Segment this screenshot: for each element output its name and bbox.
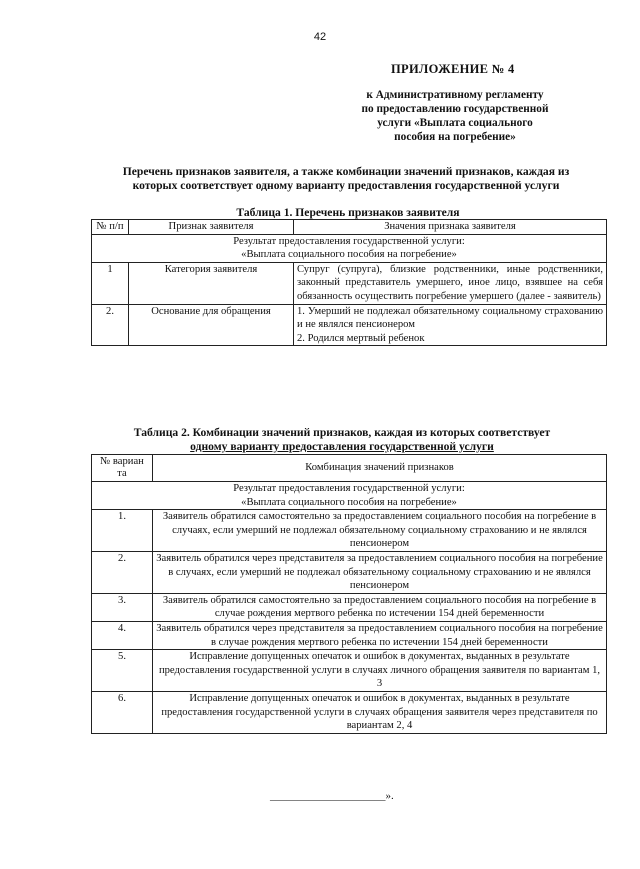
row-text: Исправление допущенных опечаток и ошибок в документах, выданных в результате предоставления государственной услуги в случаях личного обращения заявителя по вариантам 1, 3 xyxy=(153,650,607,692)
row-number: 2. xyxy=(92,551,153,593)
heading-line: Перечень признаков заявителя, а также комбинации значений признаков, каждая из xyxy=(122,165,570,178)
appendix-line: к Административному регламенту xyxy=(366,89,544,101)
appendix-title: ПРИЛОЖЕНИЕ № 4 xyxy=(391,62,515,76)
heading-line: которых соответствует одному варианту предоставления государственной услуги xyxy=(132,179,560,192)
result-cell xyxy=(92,234,607,262)
row-value xyxy=(294,304,607,346)
table-result-row xyxy=(92,234,607,262)
row-number: 5. xyxy=(92,650,153,692)
table-row xyxy=(92,510,607,552)
appendix-subtitle xyxy=(330,88,580,144)
feature-combinations-table xyxy=(91,454,607,734)
row-number: 3. xyxy=(92,593,153,621)
table2-title-line xyxy=(92,440,592,454)
table-row xyxy=(92,593,607,621)
closing-line: _____________________». xyxy=(270,790,394,802)
row-number: 4. xyxy=(92,621,153,649)
row-number: 1. xyxy=(92,510,153,552)
header-variant-number: № вариан та xyxy=(92,455,153,482)
table2-title xyxy=(92,426,592,454)
appendix-line: пособия на погребение» xyxy=(394,131,516,143)
table-row xyxy=(92,650,607,692)
table-result-row xyxy=(92,482,607,510)
header-combination: Комбинация значений признаков xyxy=(153,455,607,482)
header-value: Значения признака заявителя xyxy=(294,220,607,235)
document-heading xyxy=(96,165,596,193)
row-feature: Категория заявителя xyxy=(129,262,294,304)
row-text: Заявитель обратился через представителя за предоставлением социального пособия на погребение в случаях, если умерший не подлежал обязательному социальному страхованию и не являлся пенсионером xyxy=(153,551,607,593)
row-number: 6. xyxy=(92,691,153,733)
appendix-line: по предоставлению государственной xyxy=(361,103,549,115)
table-row xyxy=(92,262,607,304)
table-row xyxy=(92,551,607,593)
table-row xyxy=(92,621,607,649)
table-row xyxy=(92,304,607,346)
result-line: Результат предоставления государственной услуги: xyxy=(233,483,465,494)
appendix-line: услуги «Выплата социального xyxy=(377,117,533,129)
header-number: № п/п xyxy=(92,220,129,235)
table-header-row xyxy=(92,220,607,235)
row-value: Супруг (супруга), близкие родственники, иные родственники, законный представитель умершего, иное лицо, взявшее на себя обязанность осуществить погребение умершего (далее - заявитель) xyxy=(294,262,607,304)
row-text: Заявитель обратился самостоятельно за предоставлением социального пособия на погребение в случаях, если умерший не подлежал обязательному социальному страхованию и не являлся пенсионером xyxy=(153,510,607,552)
row-text: Заявитель обратился самостоятельно за предоставлением социального пособия на погребение в случае рождения мертвого ребенка по истечении 154 дней беременности xyxy=(153,593,607,621)
applicant-features-table xyxy=(91,219,607,346)
value-item: 1. Умерший не подлежал обязательному социальному страхованию и не являлся пенсионером xyxy=(297,305,603,331)
value-item: 2. Родился мертвый ребенок xyxy=(297,332,425,344)
page-number: 42 xyxy=(313,31,327,43)
table2-title-line: Таблица 2. Комбинации значений признаков, каждая из которых соответствует xyxy=(133,426,551,439)
result-line: «Выплата социального пособия на погребение» xyxy=(241,496,457,508)
table1-title: Таблица 1. Перечень признаков заявителя xyxy=(236,206,460,219)
header-feature: Признак заявителя xyxy=(129,220,294,235)
result-line: «Выплата социального пособия на погребение» xyxy=(241,249,457,261)
row-text: Заявитель обратился через представителя за предоставлением социального пособия на погребение в случае рождения мертвого ребенка по истечении 154 дней беременности xyxy=(153,621,607,649)
row-number: 1 xyxy=(92,262,129,304)
row-number: 2. xyxy=(92,304,129,346)
table2-title-underlined: одному варианту предоставления государственной услуги xyxy=(190,440,494,453)
result-cell xyxy=(92,482,607,510)
table-header-row xyxy=(92,455,607,482)
row-text: Исправление допущенных опечаток и ошибок в документах, выданных в результате предоставления государственной услуги в случаях обращения заявителя через представителя по вариантам 2, 4 xyxy=(153,691,607,733)
result-line: Результат предоставления государственной услуги: xyxy=(233,235,465,247)
table-row xyxy=(92,691,607,733)
row-feature: Основание для обращения xyxy=(129,304,294,346)
